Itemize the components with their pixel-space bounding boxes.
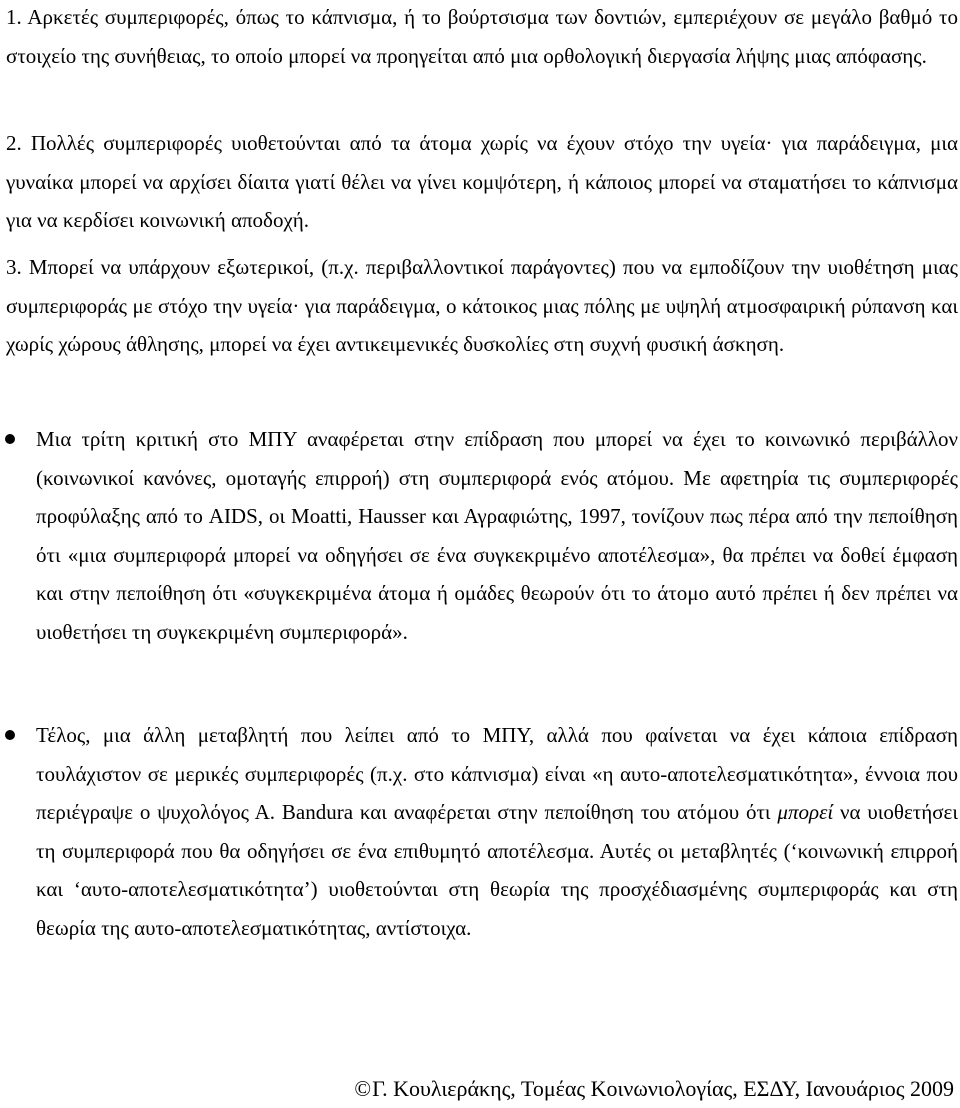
numbered-paragraph-2: 2. Πολλές συμπεριφορές υιοθετούνται από τα άτομα χωρίς να έχουν στόχο την υγεία· για παράδειγμα, μια γυναίκα μπορεί να αρχίσει δίαιτα γιατί θέλει να γίνει κομψότερη, ή κάποιος μπορεί να σταματήσει το κάπνισμα για να κερδίσει κοινωνική αποδοχή. (6, 131, 958, 232)
bullet-point-icon (5, 434, 15, 444)
numbered-paragraph-3: 3. Μπορεί να υπάρχουν εξωτερικοί, (π.χ. περιβαλλοντικοί παράγοντες) που να εμποδίζουν την υιοθέτηση μιας συμπεριφοράς με στόχο την υγεία· για παράδειγμα, ο κάτοικος μιας πόλης με υψηλή ατμοσφαιρική ρύπανση και χωρίς χώρους άθλησης, μπορεί να έχει αντικειμενικές δυσκολίες στη συχνή φυσική άσκηση. (6, 255, 958, 356)
bullet-text-segment: να υιοθετήσει τη συμπεριφορά που θα οδηγήσει σε ένα επιθυμητό αποτέλεσμα. Αυτές οι μεταβλητές (‘κοινωνική επιρροή και ‘αυτο-αποτελεσματικότητα’) υιοθετούνται στη θεωρία της προσχέδιασμένης συμπεριφοράς και στη θεωρία της αυτο-αποτελεσματικότητας, αντίστοιχα. (36, 800, 959, 940)
copyright-icon: © (354, 1076, 372, 1101)
bullet-point-icon (5, 730, 15, 740)
footer-text: Γ. Κουλιεράκης, Τομέας Κοινωνιολογίας, ΕΣΔΥ, Ιανουάριος 2009 (372, 1076, 954, 1101)
bullet-paragraph-2 (36, 716, 958, 947)
footer-credit (354, 1074, 954, 1104)
italic-word: μπορεί (777, 800, 834, 824)
bullet-paragraph-1: Μια τρίτη κριτική στο ΜΠΥ αναφέρεται στην επίδραση που μπορεί να έχει το κοινωνικό περιβάλλον (κοινωνικοί κανόνες, ομοταγής επιρροή) στη συμπεριφορά ενός ατόμου. Με αφετηρία τις συμπεριφορές προφύλαξης από το AIDS, οι Moatti, Hausser και Αγραφιώτης, 1997, τονίζουν πως πέρα από την πεποίθηση ότι «μια συμπεριφορά μπορεί να οδηγήσει σε ένα συγκεκριμένο αποτέλεσμα», θα πρέπει να δοθεί έμφαση και στην πεποίθηση ότι «συγκεκριμένα άτομα ή ομάδες θεωρούν ότι το άτομο αυτό πρέπει ή δεν πρέπει να υιοθετήσει τη συγκεκριμένη συμπεριφορά». (36, 427, 958, 644)
bullet-text-segment: Τέλος, μια άλλη μεταβλητή που λείπει από το ΜΠΥ, αλλά που φαίνεται να έχει κάποια επίδραση τουλάχιστον σε μερικές συμπεριφορές (π.χ. στο κάπνισμα) είναι «η αυτο-αποτελεσματικότητα», έννοια που περιέγραψε ο ψυχολόγος Α. Bandura και αναφέρεται στην πεποίθηση του ατόμου ότι (36, 723, 958, 824)
numbered-paragraph-1: 1. Αρκετές συμπεριφορές, όπως το κάπνισμα, ή το βούρτσισμα των δοντιών, εμπεριέχουν σε μεγάλο βαθμό το στοιχείο της συνήθειας, το οποίο μπορεί να προηγείται από μια ορθολογική διεργασία λήψης μιας απόφασης. (6, 5, 958, 68)
